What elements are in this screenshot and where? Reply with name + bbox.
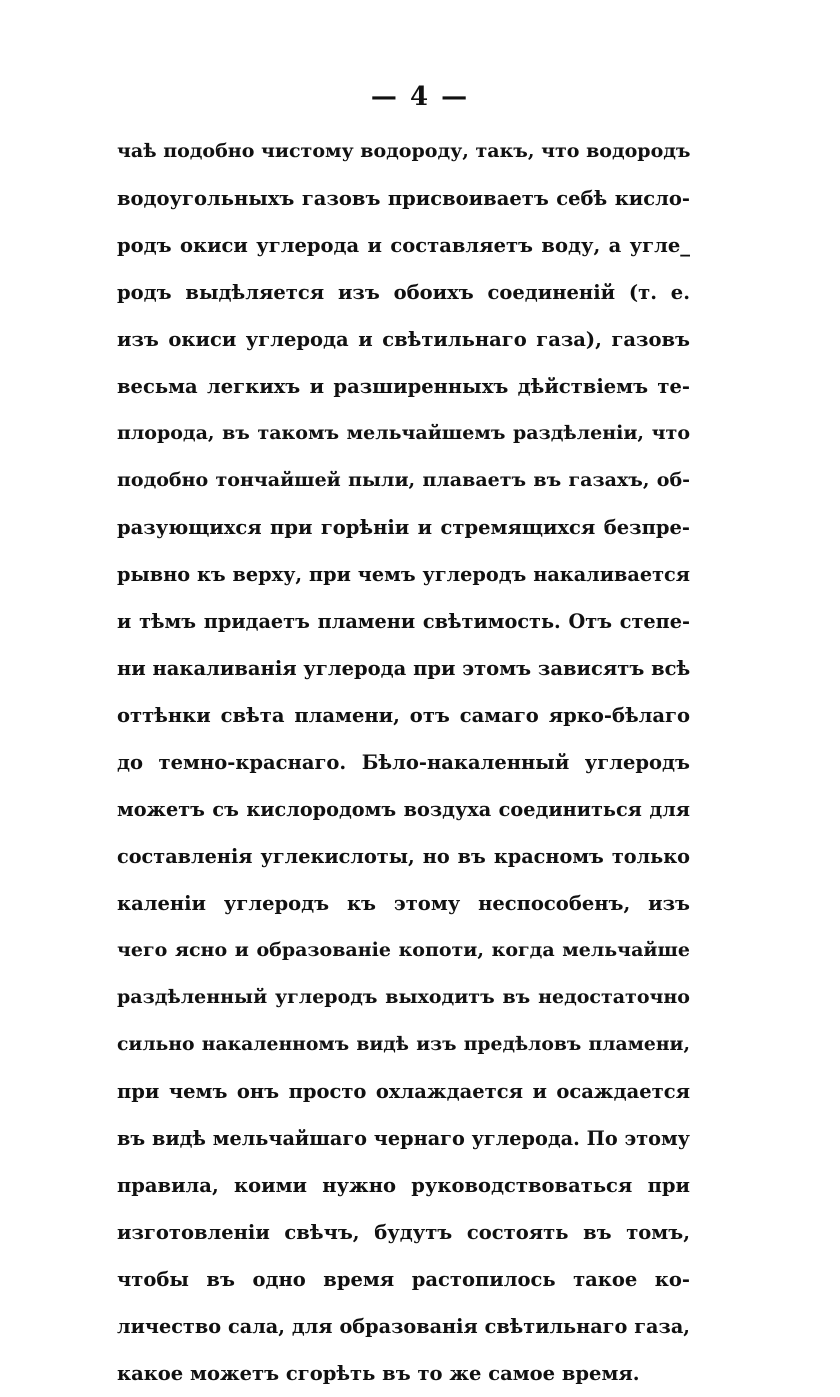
text-line: чаѣ подобно чистому водороду, такъ, что водородъ xyxy=(117,140,690,162)
text-line: до темно-краснаго. Бѣло-накаленный углеродъ xyxy=(117,751,690,774)
text-line: родъ окиси углерода и составляетъ воду, а угле_ xyxy=(117,234,690,257)
text-line: чтобы въ одно время растопилось такое ко- xyxy=(117,1268,690,1291)
text-line: составленія углекислоты, но въ красномъ только xyxy=(117,845,690,868)
text-line: можетъ съ кислородомъ воздуха соединиться для xyxy=(117,798,690,821)
text-line: подобно тончайшей пыли, плаваетъ въ газахъ, об- xyxy=(117,469,690,491)
text-line: изготовленіи свѣчъ, будутъ состоять въ томъ, xyxy=(117,1221,690,1244)
body-text xyxy=(117,128,690,1397)
text-line: правила, коими нужно руководствоваться при xyxy=(117,1174,690,1197)
text-line: и тѣмъ придаетъ пламени свѣтимость. Отъ степе- xyxy=(117,610,690,633)
text-line: оттѣнки свѣта пламени, отъ самаго ярко-бѣлаго xyxy=(117,704,690,727)
text-line: родъ выдѣляется изъ обоихъ соединеній (т. е. xyxy=(117,281,690,304)
text-line: раздѣленный углеродъ выходитъ въ недостаточно xyxy=(117,986,690,1008)
text-line: плорода, въ такомъ мельчайшемъ раздѣленіи, что xyxy=(117,422,690,444)
text-line: разующихся при горѣніи и стремящихся безпре- xyxy=(117,516,690,539)
text-line: какое можетъ сгорѣть въ то же самое время. xyxy=(117,1362,640,1385)
text-line: при чемъ онъ просто охлаждается и осаждается xyxy=(117,1080,690,1103)
page-number: — 4 — xyxy=(370,82,470,112)
text-line: изъ окиси углерода и свѣтильнаго газа), газовъ xyxy=(117,328,690,351)
text-line: рывно къ верху, при чемъ углеродъ накаливается xyxy=(117,563,690,586)
text-line: каленіи углеродъ къ этому неспособенъ, изъ xyxy=(117,892,690,915)
text-line: ни накаливанія углерода при этомъ зависятъ всѣ xyxy=(117,657,690,680)
text-line: чего ясно и образованіе копоти, когда мельчайше xyxy=(117,939,690,961)
text-line: личество сала, для образованія свѣтильнаго газа, xyxy=(117,1315,690,1338)
text-line: сильно накаленномъ видѣ изъ предѣловъ пламени, xyxy=(117,1033,690,1055)
text-line: въ видѣ мельчайшаго чернаго углерода. По этому xyxy=(117,1127,690,1150)
text-line: весьма легкихъ и разширенныхъ дѣйствіемъ те- xyxy=(117,375,690,398)
text-line: водоугольныхъ газовъ присвоиваетъ себѣ кисло- xyxy=(117,187,690,210)
